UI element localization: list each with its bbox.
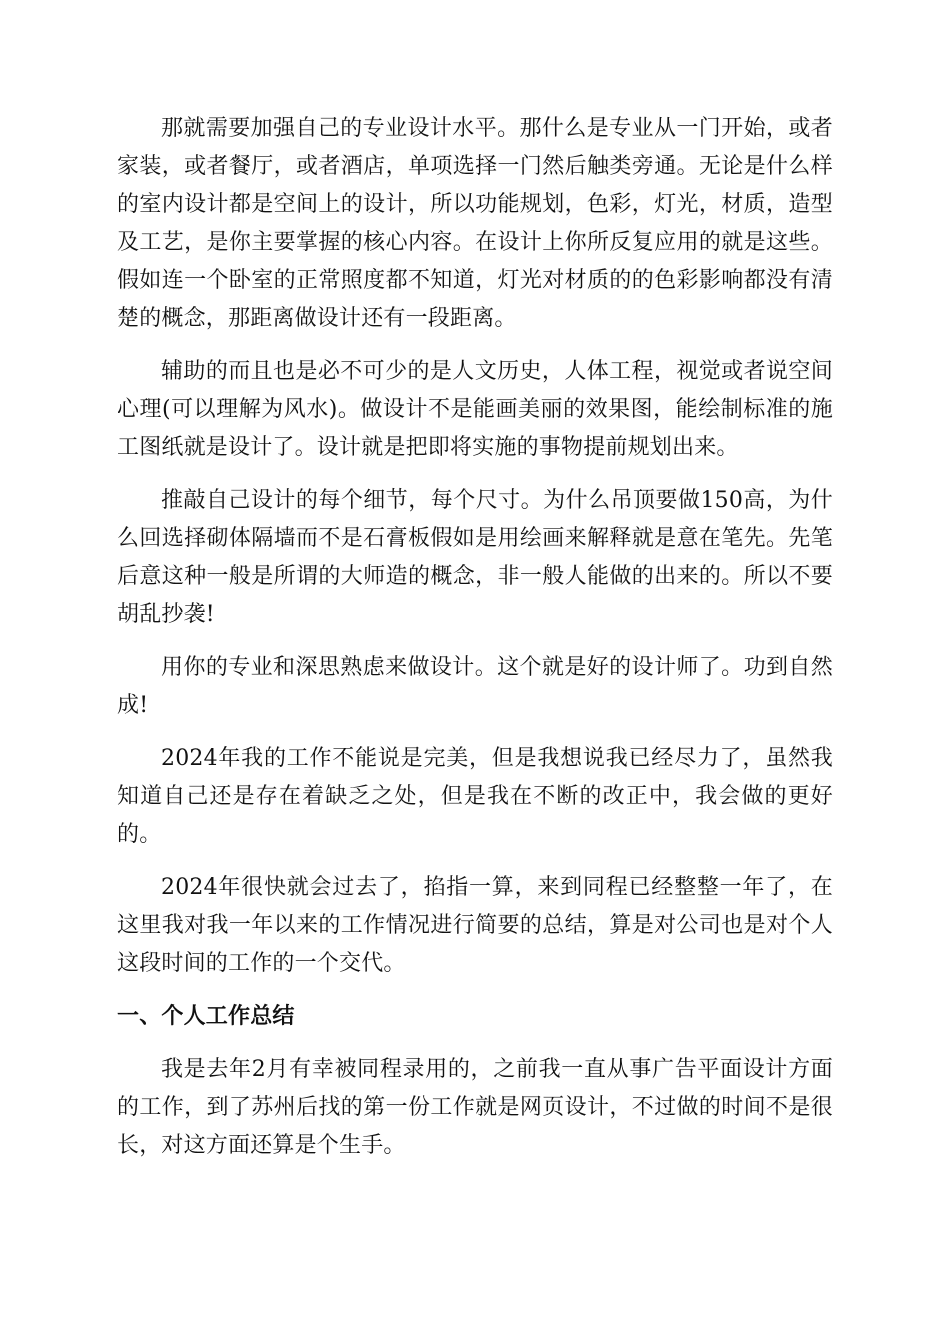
paragraph-5: 2024年我的工作不能说是完美，但是我想说我已经尽力了，虽然我知道自己还是存在着缺乏之处，但是我在不断的改正中，我会做的更好的。 bbox=[117, 746, 833, 847]
paragraph-6: 2024年很快就会过去了，掐指一算，来到同程已经整整一年了，在这里我对我一年以来的工作情况进行简要的总结，算是对公司也是对个人这段时间的工作的一个交代。 bbox=[117, 875, 833, 976]
document-page bbox=[117, 110, 833, 1180]
paragraph-4: 用你的专业和深思熟虑来做设计。这个就是好的设计师了。功到自然成! bbox=[117, 655, 833, 718]
paragraph-7: 我是去年2月有幸被同程录用的，之前我一直从事广告平面设计方面的工作，到了苏州后找的第一份工作就是网页设计，不过做的时间不是很长，对这方面还算是个生手。 bbox=[117, 1057, 833, 1158]
section-heading: 一、个人工作总结 bbox=[117, 1004, 295, 1029]
paragraph-1: 那就需要加强自己的专业设计水平。那什么是专业从一门开始，或者家装，或者餐厅，或者酒店，单项选择一门然后触类旁通。无论是什么样的室内设计都是空间上的设计，所以功能规划，色彩，灯光，材质，造型及工艺，是你主要掌握的核心内容。在设计上你所反复应用的就是这些。假如连一个卧室的正常照度都不知道，灯光对材质的的色彩影响都没有清楚的概念，那距离做设计还有一段距离。 bbox=[117, 116, 833, 331]
paragraph-3: 推敲自己设计的每个细节，每个尺寸。为什么吊顶要做150高，为什么回选择砌体隔墙而不是石膏板假如是用绘画来解释就是意在笔先。先笔后意这种一般是所谓的大师造的概念，非一般人能做的出来的。所以不要胡乱抄袭! bbox=[117, 488, 833, 627]
paragraph-2: 辅助的而且也是必不可少的是人文历史，人体工程，视觉或者说空间心理(可以理解为风水)。做设计不是能画美丽的效果图，能绘制标准的施工图纸就是设计了。设计就是把即将实施的事物提前规划出来。 bbox=[117, 359, 833, 460]
